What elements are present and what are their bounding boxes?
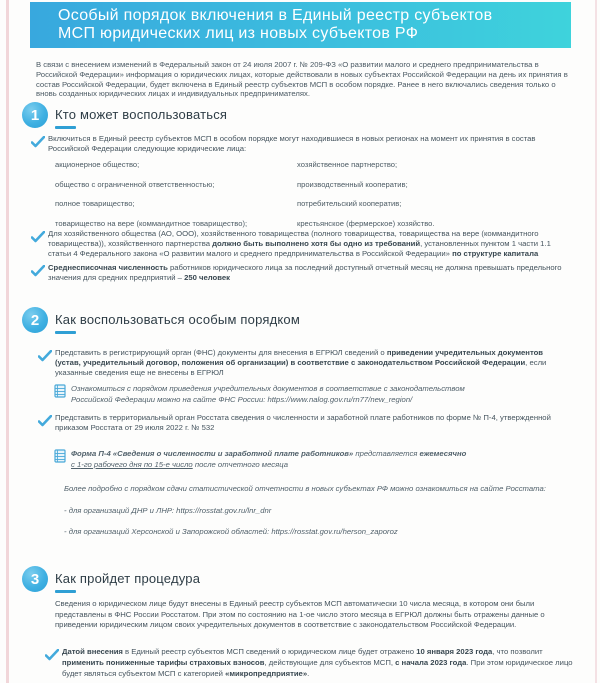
intro-paragraph: В связи с внесением изменений в Федеральный закон от 24 июля 2007 г. № 209-ФЗ «О развитии малого и среднего предпринимательства в Российской Федерации» информация о юридических лицах, которые действовали в новых субъектах Российской Федерации на день их принятия в состав Российской Федерации, будет включена в Единый реестр субъектов МСП в особом порядке. Ранее в него включались сведения только о вновь созданных юридических лицах и индивидуальных предпринимателях. [36,60,568,99]
text-run-bold: должно быть выполнено хотя бы одно из требований [212,239,421,248]
text-run-underline: с 1-го рабочего дня по 15-е число [71,459,193,469]
org-type-item: товарищество на вере (коммандитное товарищество); [55,218,248,228]
text-run-bold: 250 человек [184,273,231,282]
s2-bullet-2-text: Представить в территориальный орган Росстата сведения о численности и заработной плате работников по форме № П-4, утвержденной приказом Росстата от 29 июля 2022 г. № 532 [55,413,551,432]
org-type-item: хозяйственное партнерство; [297,160,398,169]
org-type-item: общество с ограниченной ответственностью; [55,179,215,189]
org-type-item: акционерное общество; [55,160,140,169]
s3-bullet-1-text [62,647,575,679]
section-1-title: Кто может воспользоваться [55,107,228,122]
document-title-banner [30,2,571,48]
section-underline [55,126,76,129]
s2-note-form-p4 [54,449,574,470]
s3-paragraph: Сведения о юридическом лице будут внесены в Единый реестр субъектов МСП автоматически 10 числа месяца, в котором они были представлены в ФНС России Росстатом. При этом по состоянию на 1-ое число этого месяца в ЕГРЮЛ должны быть отражены данные о приведении юридическим лицом своих учредительных документов в соответствие с законодательством Российской Федерации. [55,599,545,630]
s2-rosstat-info: Более подробно с порядком сдачи статистической отчетности в новых субъектах РФ можно ознакомиться на сайте Росстата: [64,484,546,493]
s2-link-herson-zaporoz: - для организаций Херсонской и Запорожской областей: https://rosstat.gov.ru/herson_zaporoz [64,527,398,536]
s3-bullet-1 [45,647,575,679]
check-icon [31,264,45,283]
text-run: . При этом юридическое лицо будет являться субъектом МСП с категорией [62,657,573,678]
text-run: , что позволит [492,647,543,656]
document-icon [54,449,66,470]
s2-bullet-1-text [55,348,568,378]
scan-artifact-left [6,0,9,683]
s1-bullet-3 [31,263,575,283]
text-run-bold: «микропредприятие» [225,668,308,678]
org-type-item: крестьянское (фермерское) хозяйство. [297,218,435,228]
org-type-item: производственный кооператив; [297,179,408,189]
section-1-header [22,102,227,129]
s2-link-dnr-lnr: - для организаций ДНР и ЛНР: https://rosstat.gov.ru/lnr_dnr [64,506,272,515]
text-run: Для хозяйственного общества (АО, ООО), хозяйственного товарищества (полного товарищества, товарищества на вере (коммандитного товарищества)), хозяйственного партнерства [48,229,539,248]
org-types-left-column [55,160,285,238]
title-line-1: Особый порядок включения в Единый реестр субъектов [58,7,493,24]
s2-note-form-p4-text [71,449,466,470]
text-run: . [307,668,310,678]
org-types-right-column [297,160,527,238]
text-run-bold: 10 января 2023 года [416,647,493,656]
text-run-bold: Среднесписочная численность [48,263,168,272]
s1-bullet-2-text [48,229,575,259]
s1-bullet-1-text: Включиться в Единый реестр субъектов МСП в особом порядке могут находившиеся в новых регионах на момент их принятия в состав Российской Федерации следующие юридические лица: [48,134,536,153]
check-icon [31,230,45,259]
check-icon [38,349,52,378]
text-run: , если указанные сведения еще не внесены в ЕГРЮЛ [55,358,547,377]
s2-bullet-1 [38,348,568,378]
text-run-bold: Форма П-4 «Сведения о численности и заработной плате работников» [71,449,354,458]
s2-note-fns [54,384,469,405]
check-icon [31,135,45,154]
text-run-bold: по структуре капитала [452,249,539,258]
text-run-bold: применить пониженные тарифы страховых взносов [62,657,265,667]
section-underline [55,590,76,593]
s1-bullet-3-text [48,263,575,283]
check-icon [45,648,59,679]
section-3-number-badge: 3 [22,566,48,592]
text-run: после отчетного месяца [192,459,288,469]
section-2-header [22,307,300,334]
check-icon [38,414,52,433]
section-2-number-badge: 2 [22,307,48,333]
text-run: представляется [353,449,420,458]
text-run: Представить в регистрирующий орган (ФНС) документы для внесения в ЕГРЮЛ сведений о [55,348,387,357]
text-run: , установленных пунктом 1 части 1.1 статьи 4 Федерального закона «О развитии малого и среднего предпринимательства в Российской Федерации» [48,239,551,258]
s2-bullet-2 [38,413,568,433]
text-run: , действующие для субъектов МСП, [264,657,396,667]
section-underline [55,331,76,334]
s2-note-fns-text: Ознакомиться с порядком приведения учредительных документов в соответствие с законодательством Российской Федерации можно на сайте ФНС России: https://www.nalog.gov.ru/rn77/new_region/ [71,384,465,404]
section-2-title: Как воспользоваться особым порядком [55,312,300,327]
s1-bullet-2 [31,229,575,259]
text-run-bold: ежемесячно [419,449,467,458]
text-run: в Единый реестр субъектов МСП сведений о юридическом лице будет отражено [122,647,417,656]
scan-artifact-right [595,0,597,683]
text-run-bold: Датой внесения [62,647,123,656]
org-type-item: потребительский кооператив; [297,199,402,208]
text-run-bold: приведении учредительных документов (устав, учредительный договор, положения об организации) в соответствие с законодательством Российской Федерации [55,348,544,367]
text-run: работников юридического лица за последний доступный отчетный месяц не должна превышать предельного значения для средних предприятий – [48,263,562,282]
text-run-bold: с начала 2023 года [395,657,467,667]
org-type-item: полное товарищество; [55,199,135,208]
section-3-header [22,566,200,593]
s1-bullet-1 [31,134,573,154]
section-3-title: Как пройдет процедура [55,571,201,586]
document-icon [54,384,66,405]
title-line-2: МСП юридических лиц из новых субъектов РФ [58,25,419,42]
section-1-number-badge: 1 [22,102,48,128]
